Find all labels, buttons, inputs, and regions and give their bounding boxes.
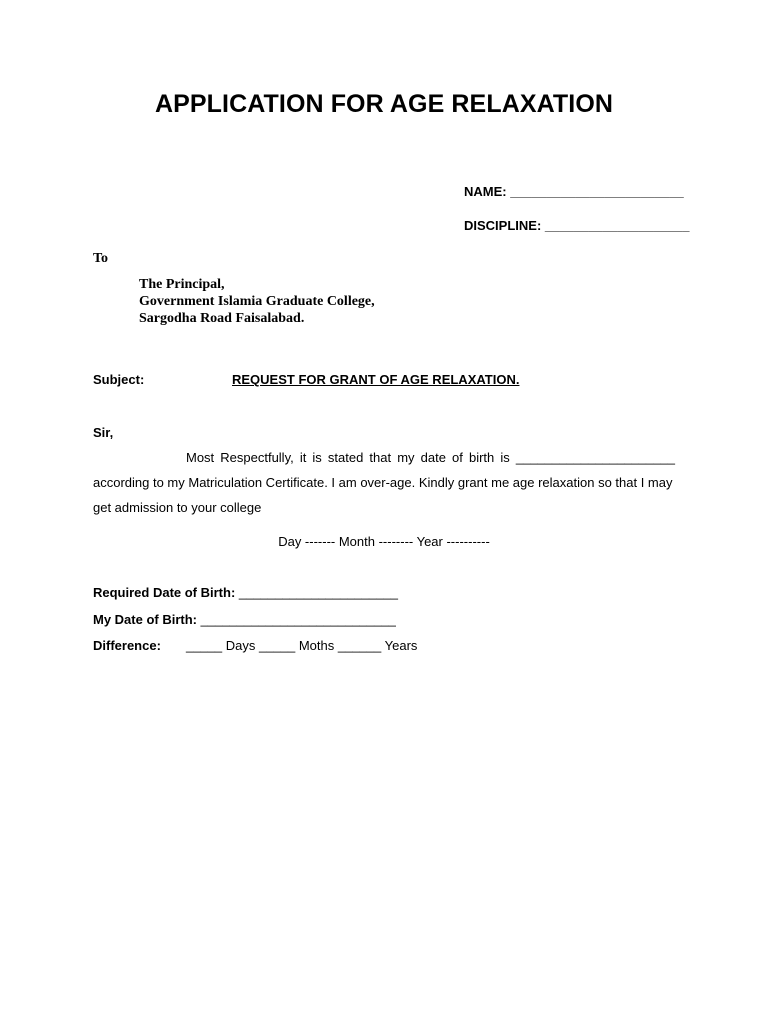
date-of-birth-blank: ______________________ (515, 450, 675, 465)
body-word: Respectfully, (220, 450, 294, 465)
required-dob-blank: ______________________ (238, 585, 398, 600)
difference-months-blank: _____ (259, 638, 296, 653)
my-dob-label: My Date of Birth: (93, 612, 197, 627)
my-dob-blank: ___________________________ (200, 612, 396, 627)
address-line-3: Sargodha Road Faisalabad. (139, 311, 305, 326)
body-word: it (299, 450, 307, 465)
required-dob-row (93, 585, 398, 600)
required-dob-label: Required Date of Birth: (93, 585, 236, 600)
my-dob-row (93, 612, 396, 627)
body-line-2: according to my Matriculation Certificate. I am over-age. Kindly grant me age relaxation so that I may (93, 475, 673, 490)
body-word: is (312, 450, 322, 465)
body-line-1 (186, 450, 675, 465)
body-word: is (500, 450, 510, 465)
difference-years-blank: ______ (337, 638, 382, 653)
body-word: date (420, 450, 446, 465)
to-label: To (93, 251, 109, 266)
difference-row (93, 638, 417, 653)
address-line-1: The Principal, (139, 277, 225, 292)
body-word: Most (186, 450, 215, 465)
months-label: Moths (298, 638, 335, 653)
body-line-3: get admission to your college (93, 500, 262, 515)
body-word: that (369, 450, 392, 465)
body-word: of (452, 450, 463, 465)
body-word: birth (468, 450, 495, 465)
name-field: NAME: ________________________ (464, 184, 684, 199)
subject-text: REQUEST FOR GRANT OF AGE RELAXATION. (232, 372, 520, 387)
subject-label: Subject: (93, 372, 145, 387)
difference-days-blank: _____ (186, 638, 223, 653)
day-month-year-line: Day ------- Month -------- Year ---------- (278, 534, 490, 549)
years-label: Years (384, 638, 418, 653)
body-word: stated (327, 450, 364, 465)
body-word: my (397, 450, 415, 465)
discipline-field: DISCIPLINE: ____________________ (464, 218, 690, 233)
document-title: APPLICATION FOR AGE RELAXATION (154, 90, 614, 118)
salutation: Sir, (93, 425, 114, 440)
days-label: Days (225, 638, 256, 653)
difference-label: Difference: (93, 638, 161, 653)
address-line-2: Government Islamia Graduate College, (139, 294, 375, 309)
